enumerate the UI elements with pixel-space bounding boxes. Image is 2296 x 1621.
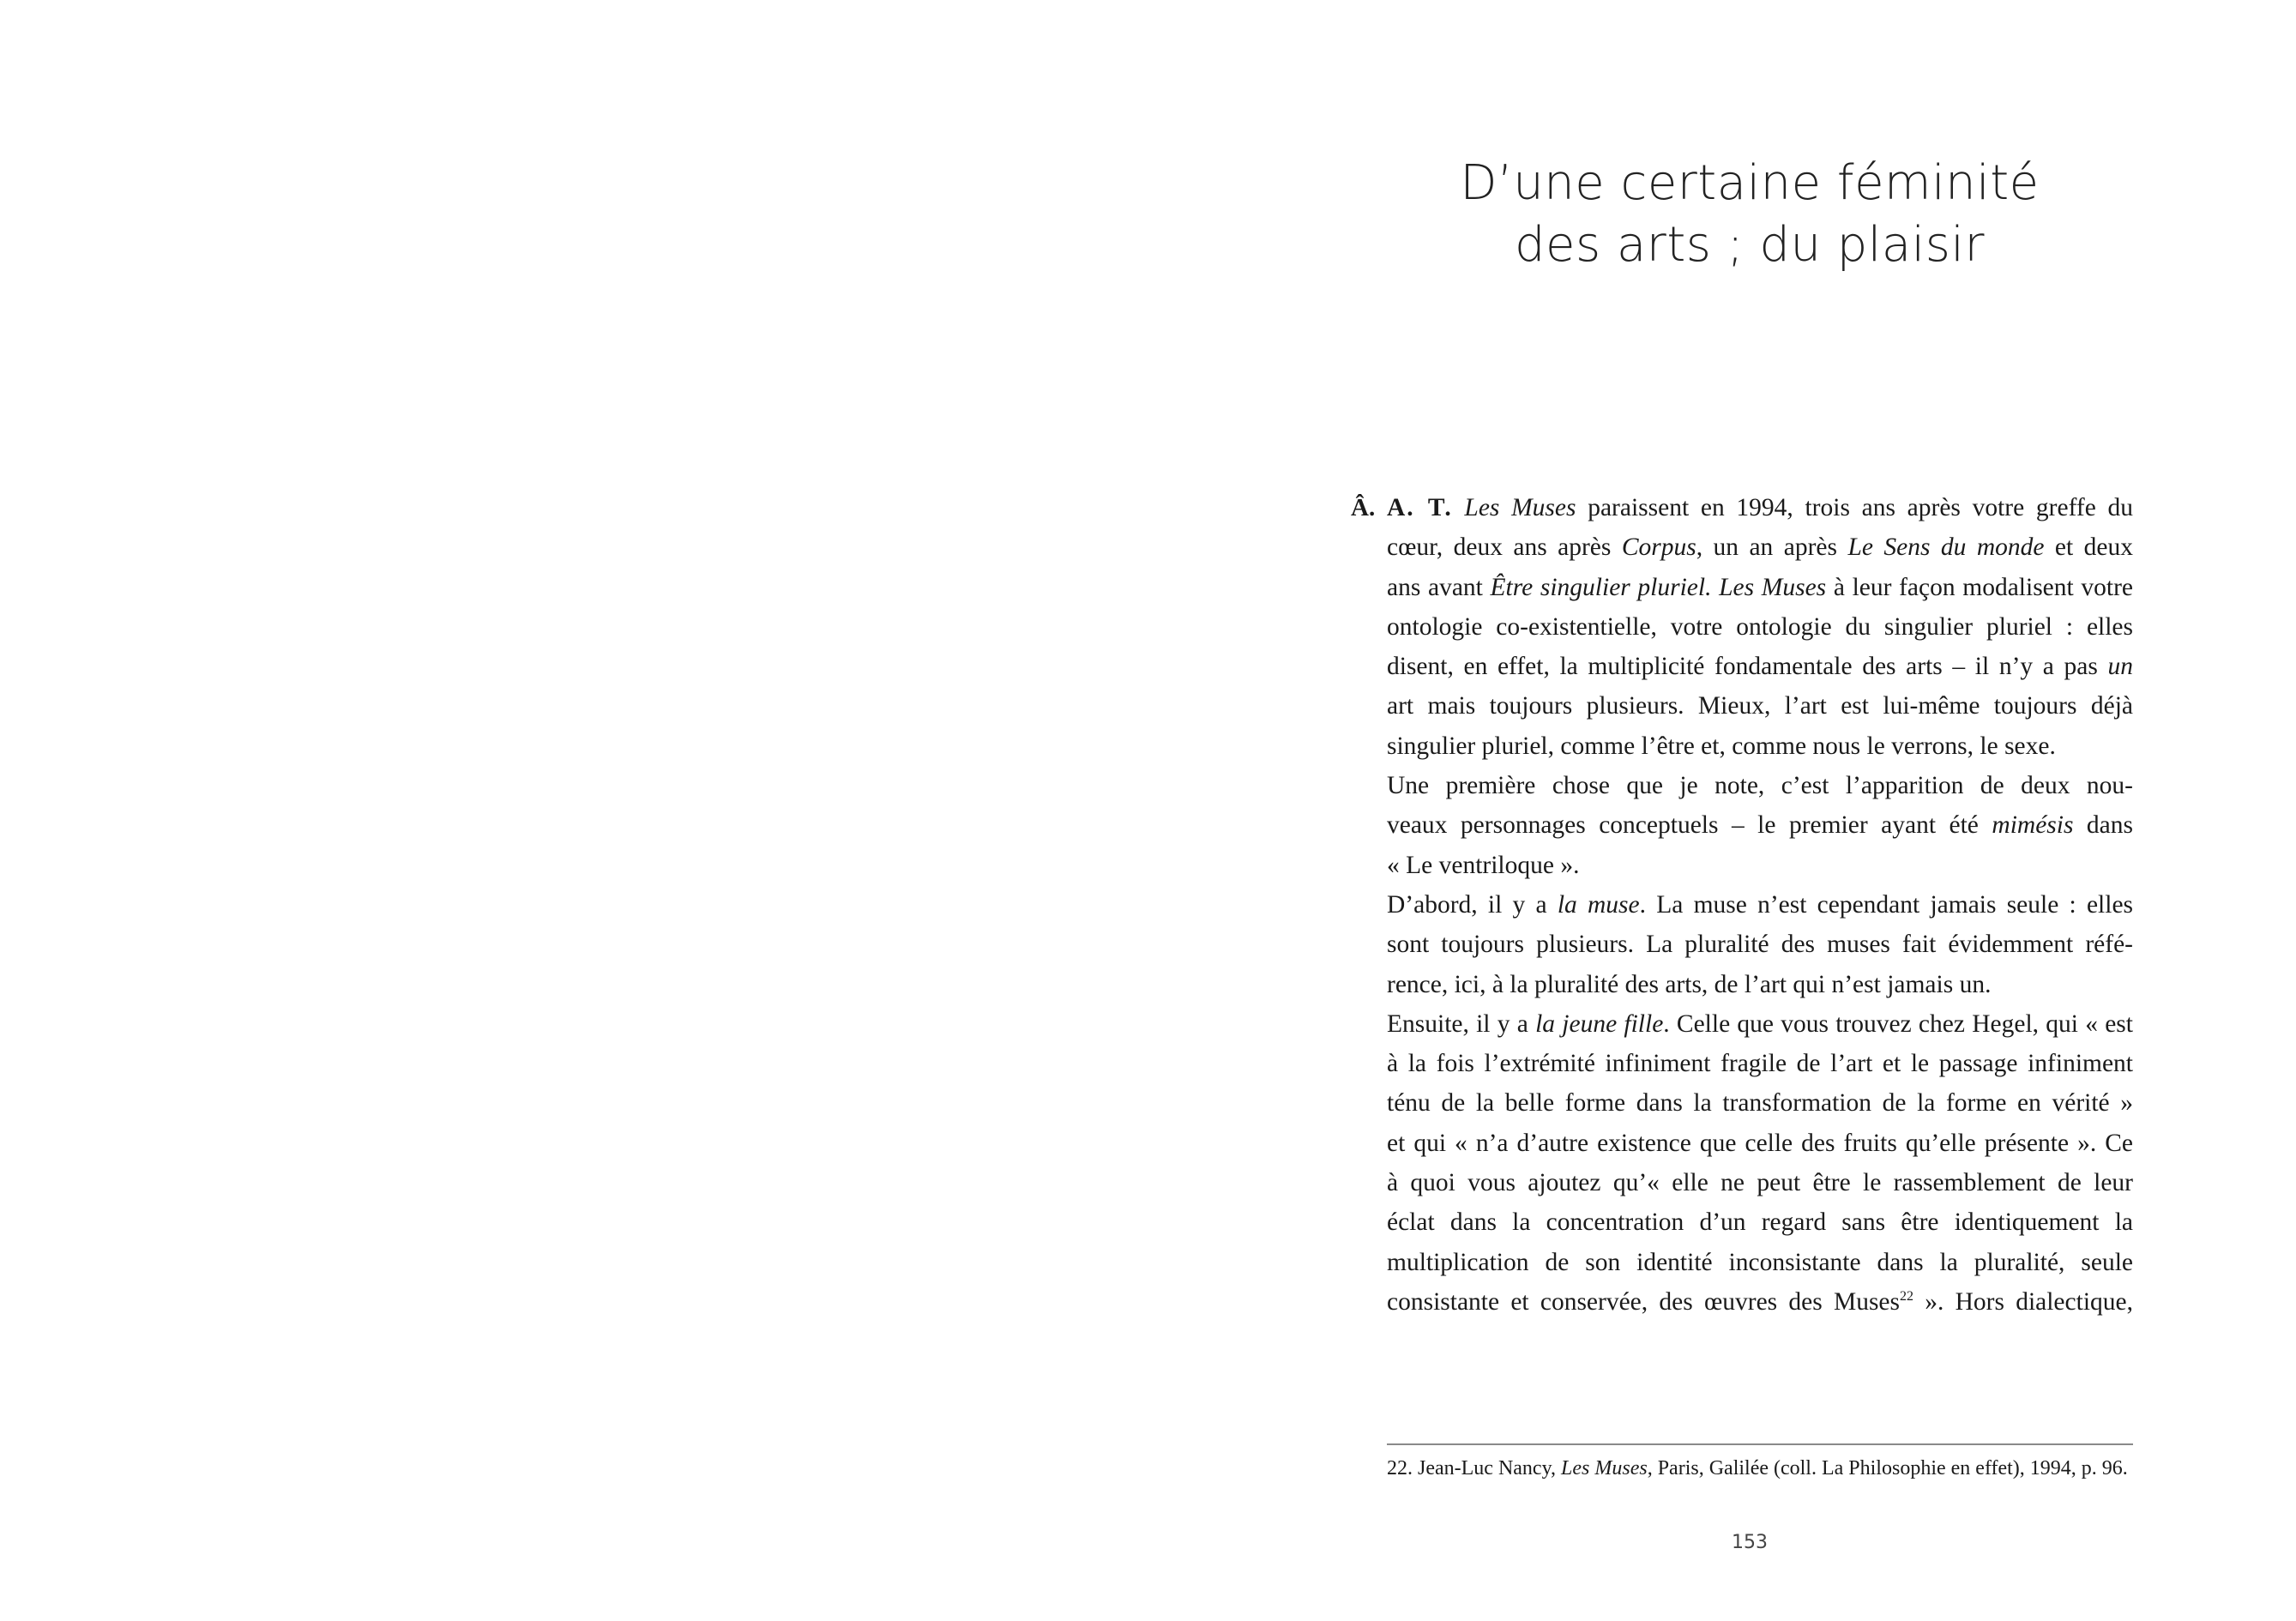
text-run: paraissent en 1994, trois ans après votre greffe du [1576,494,2133,521]
body-line [1387,925,2133,964]
text-run: D’abord, il y a [1387,890,1558,919]
body-line [1387,647,2133,686]
text-run: « Le ventriloque ». [1387,851,1580,879]
speaker-mark: Â. [1351,494,1376,521]
body-line [1387,1243,2133,1282]
text-run: multiplication de son identité inconsistante dans la pluralité, seule [1387,1248,2133,1276]
chapter-title-line-2: des arts ; du plaisir [1515,217,1985,273]
text-run: cœur, deux ans après [1387,533,1622,562]
text-run: à la fois l’extrémité infiniment fragile de l’art et le passage infiniment [1387,1050,2133,1078]
text-run: veaux personnages conceptuels – le premier ayant été [1387,811,1992,840]
italic-title: un [2107,653,2133,681]
body-line [1387,527,2133,567]
body-line [1387,1163,2133,1202]
text-run: consistante et conservée, des œuvres des Muses [1387,1287,1900,1316]
italic-title: Les Muses [1464,494,1576,521]
footnote-ref: 22 [1900,1289,1913,1305]
text-run: ontologie co-existentielle, votre ontologie du singulier pluriel : elles [1387,612,2133,641]
body-line [1387,607,2133,647]
page-number: 153 [1732,1532,1768,1553]
text-run: singulier pluriel, comme l’être et, comme nous le verrons, le sexe. [1387,732,2056,760]
body-line [1387,1044,2133,1083]
body-line [1387,1282,2133,1322]
text-run: et deux [2044,533,2133,562]
italic-title: Le Sens du monde [1847,533,2045,562]
text-run: et qui « n’a d’autre existence que celle des fruits qu’elle présente ». Ce [1387,1129,2133,1157]
text-run: à leur façon modalisent votre [1826,573,2133,601]
chapter-title [1338,153,2161,276]
text-run: ténu de la belle forme dans la transformation de la forme en vérité » [1387,1089,2133,1118]
body-line [1387,1004,2133,1044]
italic-title: Corpus [1621,533,1696,562]
text-run: Une première chose que je note, c’est l’apparition de deux nou- [1387,772,2133,800]
text-run: à quoi vous ajoutez qu’« elle ne peut être le rassemblement de leur [1387,1169,2133,1197]
body-line [1387,965,2133,1004]
italic-title: la muse [1557,890,1640,919]
text-run: rence, ici, à la pluralité des arts, de l’art qui n’est jamais un. [1387,970,1992,998]
chapter-title-line-1: D’une certaine féminité [1460,155,2040,211]
footnote-rule [1387,1443,2133,1445]
body-line [1387,488,2133,527]
text-run: Ensuite, il y a [1387,1009,1536,1038]
text-run: ans avant [1387,573,1491,601]
interviewer-initials: A. T. [1387,494,1453,521]
text-run: . Celle que vous trouvez chez Hegel, qui « est [1663,1009,2133,1038]
text-run: , un an après [1696,533,1848,562]
body-line [1387,726,2133,766]
text-run: . La muse n’est cependant jamais seule : elles [1639,890,2134,919]
footnote-22 [1387,1455,2133,1482]
footnote-rest: , Paris, Galilée (coll. La Philosophie en effet), 1994, p. 96. [1647,1457,2128,1479]
body-line [1387,885,2133,925]
text-run: ». Hors dialectique, [1913,1287,2133,1316]
body-text [1387,488,2133,1322]
text-run: sont toujours plusieurs. La pluralité des muses fait évidemment réfé- [1387,931,2133,959]
body-line [1387,1124,2133,1163]
text-run: dans [2073,811,2134,840]
body-line [1387,686,2133,726]
italic-title: Être singulier pluriel. Les Muses [1490,573,1827,601]
italic-title: la jeune fille [1535,1009,1664,1038]
text-run: éclat dans la concentration d’un regard sans être identiquement la [1387,1208,2133,1237]
body-line [1387,805,2133,845]
text-run: art mais toujours plusieurs. Mieux, l’art est lui-même toujours déjà [1387,692,2133,720]
body-line [1387,1202,2133,1242]
body-line [1387,846,2133,885]
body-line [1387,568,2133,607]
footnote-title: Les Muses [1561,1457,1648,1479]
body-line [1387,1083,2133,1123]
italic-title: mimésis [1992,811,2074,840]
text-run: disent, en effet, la multiplicité fondamentale des arts – il n’y a pas [1387,653,2108,681]
footnote-author: Jean-Luc Nancy, [1418,1457,1562,1479]
footnote-number: 22. [1387,1457,1413,1479]
body-line [1387,766,2133,805]
